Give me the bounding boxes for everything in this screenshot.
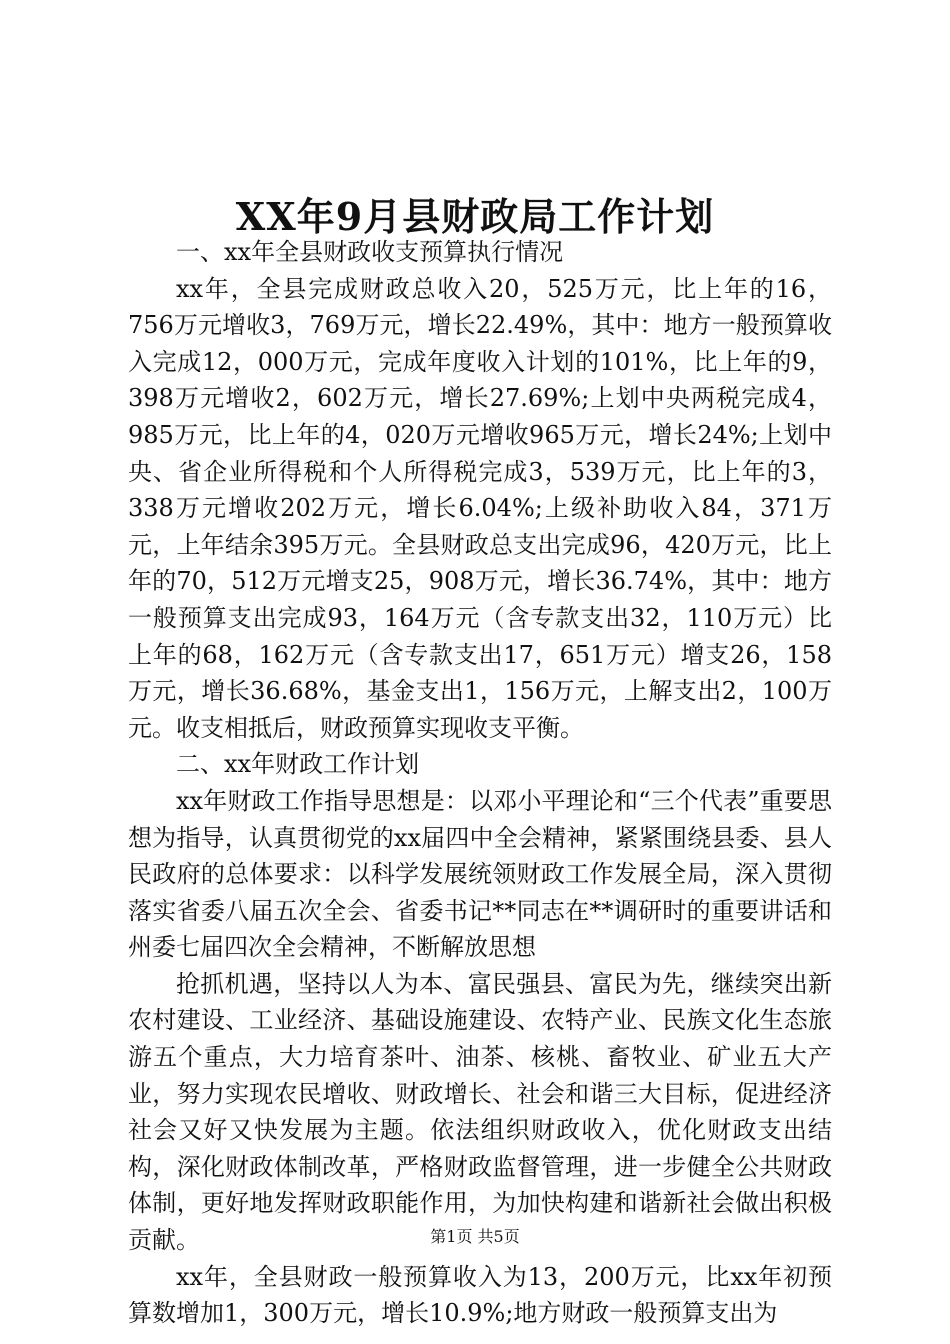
section-heading-2: 二、xx年财政工作计划 <box>176 750 420 779</box>
section-heading-1: 一、xx年全县财政收支预算执行情况 <box>176 238 564 266</box>
document-title: XX年9月县财政局工作计划 <box>235 194 715 239</box>
paragraph-revenue-summary: xx年，全县完成财政总收入20，525万元，比上年的16，756万元增收3，769万元，增长22.49%，其中：地方一般预算收入完成12，000万元，完成年度收入计划的101%，比上年的9，398万元增收2，602万元，增长27.69%;上划中央两税完成4，985万元，比上年的4，020万元增收965万元，增长24%;上划中央、省企业所得税和个人所得税完成3，539万元，比上年的3，338万元增收202万元，增长6.04%;上级补助收入84，371万元，上年结余395万元。全县财政总支出完成96，420万元，比上年的70，512万元增支25，908万元，增长36.74%，其中：地方一般预算支出完成93，164万元（含专款支出32，110万元）比上年的68，162万元（含专款支出17，651万元）增支26，158万元，增长36.68%，基金支出1，156万元，上解支出2，100万元。收支相抵后，财政预算实现收支平衡。 <box>128 274 832 742</box>
paragraph-budget-plan: xx年，全县财政一般预算收入为13，200万元，比xx年初预算数增加1，300万元，增长10.9%;地方财政一般预算支出为 <box>128 1262 832 1328</box>
paragraph-key-priorities: 抢抓机遇，坚持以人为本、富民强县、富民为先，继续突出新农村建设、工业经济、基础设施建设、农特产业、民族文化生态旅游五个重点，大力培育茶叶、油茶、核桃、畜牧业、矿业五大产业，努力实现农民增收、财政增长、社会和谐三大目标，促进经济社会又好又快发展为主题。依法组织财政收入，优化财政支出结构，深化财政体制改革，严格财政监督管理，进一步健全公共财政体制，更好地发挥财政职能作用，为加快构建和谐新社会做出积极贡献。 <box>128 969 832 1255</box>
document-body <box>128 234 832 1332</box>
paragraph-guiding-thought: xx年财政工作指导思想是：以邓小平理论和“三个代表”重要思想为指导，认真贯彻党的xx届四中全会精神，紧紧围绕县委、县人民政府的总体要求：以科学发展统领财政工作发展全局，深入贯彻落实省委八届五次全会、省委书记**同志在**调研时的重要讲话和州委七届四次全会精神，不断解放思想 <box>128 786 832 962</box>
page-number-footer: 第1页 共5页 <box>430 1227 520 1246</box>
